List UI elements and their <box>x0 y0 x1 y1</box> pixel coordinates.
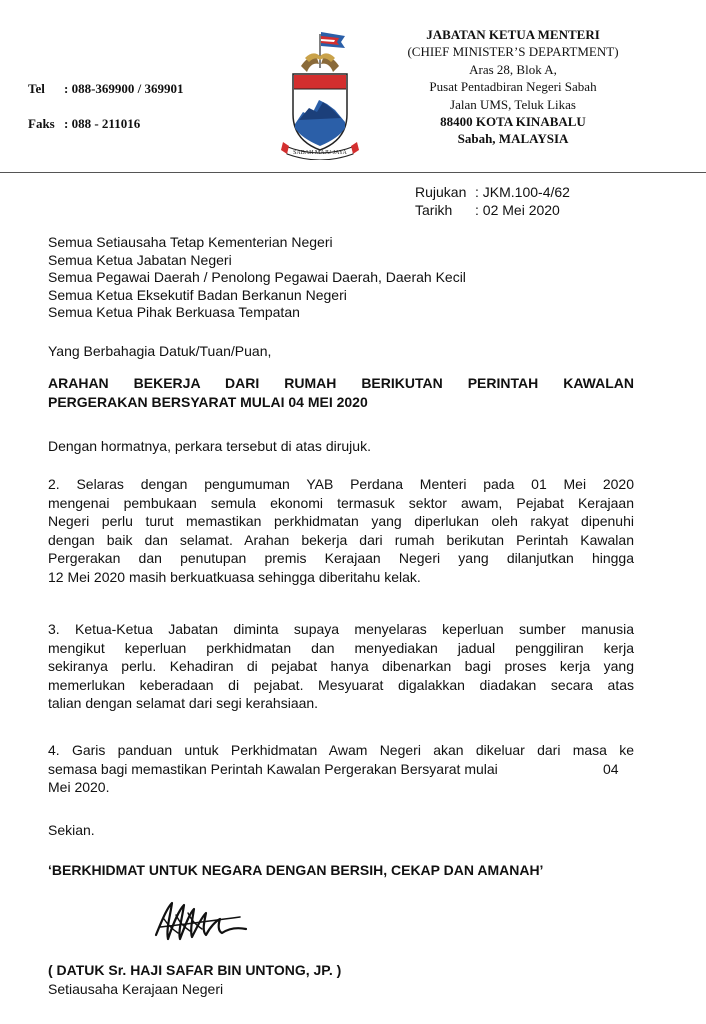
motto-text: ‘BERKHIDMAT UNTUK NEGARA DENGAN BERSIH, CEKAP DAN AMANAH’ <box>48 862 544 878</box>
reference-block <box>415 183 570 219</box>
fax-value: : 088 - 211016 <box>64 116 141 131</box>
department-block <box>378 26 648 148</box>
paragraph-4-day: 04 <box>603 760 619 777</box>
paragraph-3-line: 3. Ketua-Ketua Jabatan diminta supaya menyelaras keperluan sumber manusia <box>48 621 634 637</box>
fax-line <box>28 116 140 132</box>
recipient-item: Semua Ketua Eksekutif Badan Berkanun Negeri <box>48 286 347 303</box>
recipient-item: Semua Ketua Jabatan Negeri <box>48 251 232 268</box>
opening-paragraph <box>48 437 634 456</box>
crest-motto: SABAH MAJU JAYA <box>293 150 347 156</box>
date-row <box>415 201 570 219</box>
paragraph-4-line: Mei 2020. <box>48 779 110 796</box>
closing-text: Sekian. <box>48 822 95 838</box>
signature-image <box>150 895 250 947</box>
telephone-line <box>28 81 184 97</box>
paragraph-3-line: memerlukan keberadaan di pejabat. Mesyuarat digalakkan diadakan secara atas <box>48 676 634 693</box>
telephone-value: : 088-369900 / 369901 <box>64 81 184 96</box>
address-line-2: Pusat Pentadbiran Negeri Sabah <box>429 79 597 95</box>
sabah-crest-logo <box>279 28 361 160</box>
signatory-name: ( DATUK Sr. HAJI SAFAR BIN UNTONG, JP. ) <box>48 962 342 978</box>
paragraph-2 <box>48 475 634 587</box>
paragraph-3-line: sekiranya perlu. Kehadiran di pejabat hanya dibenarkan bagi proses kerja yang <box>48 658 634 675</box>
date-value: : 02 Mei 2020 <box>475 202 560 218</box>
paragraph-4-text: semasa bagi memastikan Perintah Kawalan Pergerakan Bersyarat mulai <box>48 760 498 777</box>
address-line-5: Sabah, MALAYSIA <box>457 131 569 147</box>
recipient-list <box>48 234 466 322</box>
department-name: JABATAN KETUA MENTERI <box>426 27 600 42</box>
telephone-label: Tel <box>28 81 45 96</box>
date-label: Tarikh <box>415 202 453 218</box>
paragraph-4-line: 4. Garis panduan untuk Perkhidmatan Awam Negeri akan dikeluar dari masa ke <box>48 742 634 758</box>
paragraph-2-line: dengan baik dan selamat. Arahan bekerja dari rumah berikutan Perintah Kawalan <box>48 531 634 548</box>
paragraph-2-line: Pergerakan dan penutupan premis Kerajaan Negeri yang dilanjutkan hingga <box>48 550 634 567</box>
subject-heading <box>48 374 634 412</box>
address-line-3: Jalan UMS, Teluk Likas <box>450 96 576 112</box>
reference-label: Rujukan <box>415 184 467 200</box>
department-name-english: (CHIEF MINISTER’S DEPARTMENT) <box>407 44 619 60</box>
address-line-1: Aras 28, Blok A, <box>469 61 557 77</box>
paragraph-4-line <box>48 760 634 779</box>
paragraph-2-line: mengenai pembukaan semula ekonomi termasuk sektor awam, Pejabat Kerajaan <box>48 494 634 511</box>
paragraph-3 <box>48 620 634 713</box>
paragraph-2-line: 2. Selaras dengan pengumuman YAB Perdana Menteri pada 01 Mei 2020 <box>48 476 634 492</box>
opening-text: Dengan hormatnya, perkara tersebut di atas dirujuk. <box>48 438 371 454</box>
paragraph-4 <box>48 741 634 797</box>
paragraph-3-line: mengikut keperluan perkhidmatan dan menyediakan jadual penggiliran kerja <box>48 639 634 656</box>
signatory-title: Setiausaha Kerajaan Negeri <box>48 981 224 997</box>
recipient-item: Semua Pegawai Daerah / Penolong Pegawai Daerah, Daerah Kecil <box>48 269 466 285</box>
fax-label: Faks <box>28 116 55 131</box>
salutation: Yang Berbahagia Datuk/Tuan/Puan, <box>48 343 272 359</box>
reference-row <box>415 183 570 201</box>
recipient-item: Semua Ketua Pihak Berkuasa Tempatan <box>48 304 300 320</box>
paragraph-2-line: Negeri perlu turut memastikan perkhidmatan yang diperlukan oleh rakyat dipenuhi <box>48 513 634 530</box>
address-line-4: 88400 KOTA KINABALU <box>440 114 586 130</box>
paragraph-3-line: talian dengan selamat dari segi kerahsiaan. <box>48 695 319 712</box>
recipient-item: Semua Setiausaha Tetap Kementerian Negeri <box>48 234 333 250</box>
header-divider <box>0 172 706 173</box>
subject-line-1: ARAHAN BEKERJA DARI RUMAH BERIKUTAN PERINTAH KAWALAN <box>48 375 634 391</box>
reference-value: : JKM.100-4/62 <box>475 184 570 200</box>
paragraph-2-line: 12 Mei 2020 masih berkuatkuasa sehingga diberitahu kelak. <box>48 568 421 585</box>
subject-line-2: PERGERAKAN BERSYARAT MULAI 04 MEI 2020 <box>48 394 368 410</box>
